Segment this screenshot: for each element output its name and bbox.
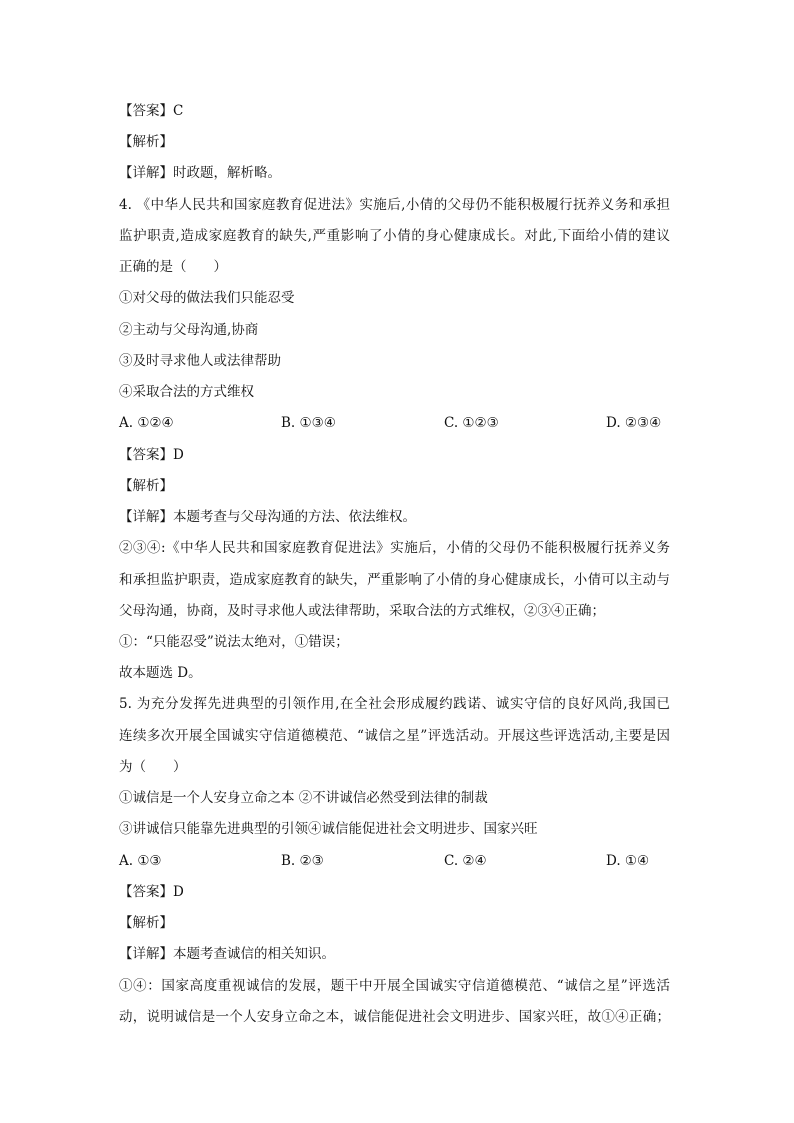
q4-statement: ①对父母的做法我们只能忍受 — [119, 290, 295, 306]
q5-answer: 【答案】D — [119, 884, 184, 900]
q5-stem-line: 为（ ） — [119, 759, 187, 775]
q4-detail-line: 故本题选 D。 — [119, 665, 202, 681]
q5-option-a: A. ①③ — [119, 853, 162, 869]
q4-detail-line: 和承担监护职责，造成家庭教育的缺失，严重影响了小倩的身心健康成长，小倩可以主动与 — [119, 572, 670, 588]
q4-analysis: 【解析】 — [119, 478, 173, 494]
q4-detail-line: 父母沟通，协商，及时寻求他人或法律帮助，采取合法的方式维权，②③④正确； — [119, 603, 605, 619]
q4-detail-line: 【详解】本题考查与父母沟通的方法、依法维权。 — [119, 509, 416, 525]
q4-statement: ③及时寻求他人或法律帮助 — [119, 353, 281, 369]
q4-option-a: A. ①②④ — [119, 415, 174, 431]
q3-analysis: 【解析】 — [119, 134, 173, 150]
q4-stem-line: 监护职责,造成家庭教育的缺失,严重影响了小倩的身心健康成长。对此,下面给小倩的建议 — [119, 228, 670, 244]
q5-detail-line: ①④：国家高度重视诚信的发展，题干中开展全国诚实守信道德模范、“诚信之星”评选活 — [119, 978, 670, 994]
q3-detail: 【详解】时政题，解析略。 — [119, 165, 281, 181]
q4-stem-line: 4. 《中华人民共和国家庭教育促进法》实施后,小倩的父母仍不能积极履行抚养义务和承担 — [119, 197, 670, 213]
q5-option-b: B. ②③ — [281, 853, 324, 869]
q5-statement: ③讲诚信只能靠先进典型的引领④诚信能促进社会文明进步、国家兴旺 — [119, 821, 538, 837]
q5-analysis: 【解析】 — [119, 915, 173, 931]
q5-detail-line: 【详解】本题考查诚信的相关知识。 — [119, 946, 335, 962]
q5-option-c: C. ②④ — [444, 853, 487, 869]
q4-statement: ②主动与父母沟通,协商 — [119, 322, 259, 338]
q4-statement: ④采取合法的方式维权 — [119, 384, 254, 400]
q4-stem-line: 正确的是（ ） — [119, 259, 227, 275]
q5-stem-line: 连续多次开展全国诚实守信道德模范、“诚信之星”评选活动。开展这些评选活动,主要是因 — [119, 728, 670, 744]
q5-stem-line: 5. 为充分发挥先进典型的引领作用,在全社会形成履约践诺、诚实守信的良好风尚,我国已 — [119, 696, 670, 712]
q5-detail-line: 动，说明诚信是一个人安身立命之本，诚信能促进社会文明进步、国家兴旺，故①④正确； — [119, 1009, 670, 1025]
q5-option-d: D. ①④ — [606, 853, 650, 869]
q4-option-d: D. ②③④ — [606, 415, 662, 431]
q4-detail-line: ①：“只能忍受”说法太绝对，①错误； — [119, 634, 349, 650]
q4-option-b: B. ①③④ — [281, 415, 336, 431]
q4-detail-line: ②③④:《中华人民共和国家庭教育促进法》实施后，小倩的父母仍不能积极履行抚养义务 — [119, 540, 670, 556]
q4-answer: 【答案】D — [119, 447, 184, 463]
q4-option-c: C. ①②③ — [444, 415, 499, 431]
q5-statement: ①诚信是一个人安身立命之本 ②不讲诚信必然受到法律的制裁 — [119, 790, 488, 806]
q3-answer: 【答案】C — [119, 103, 184, 119]
